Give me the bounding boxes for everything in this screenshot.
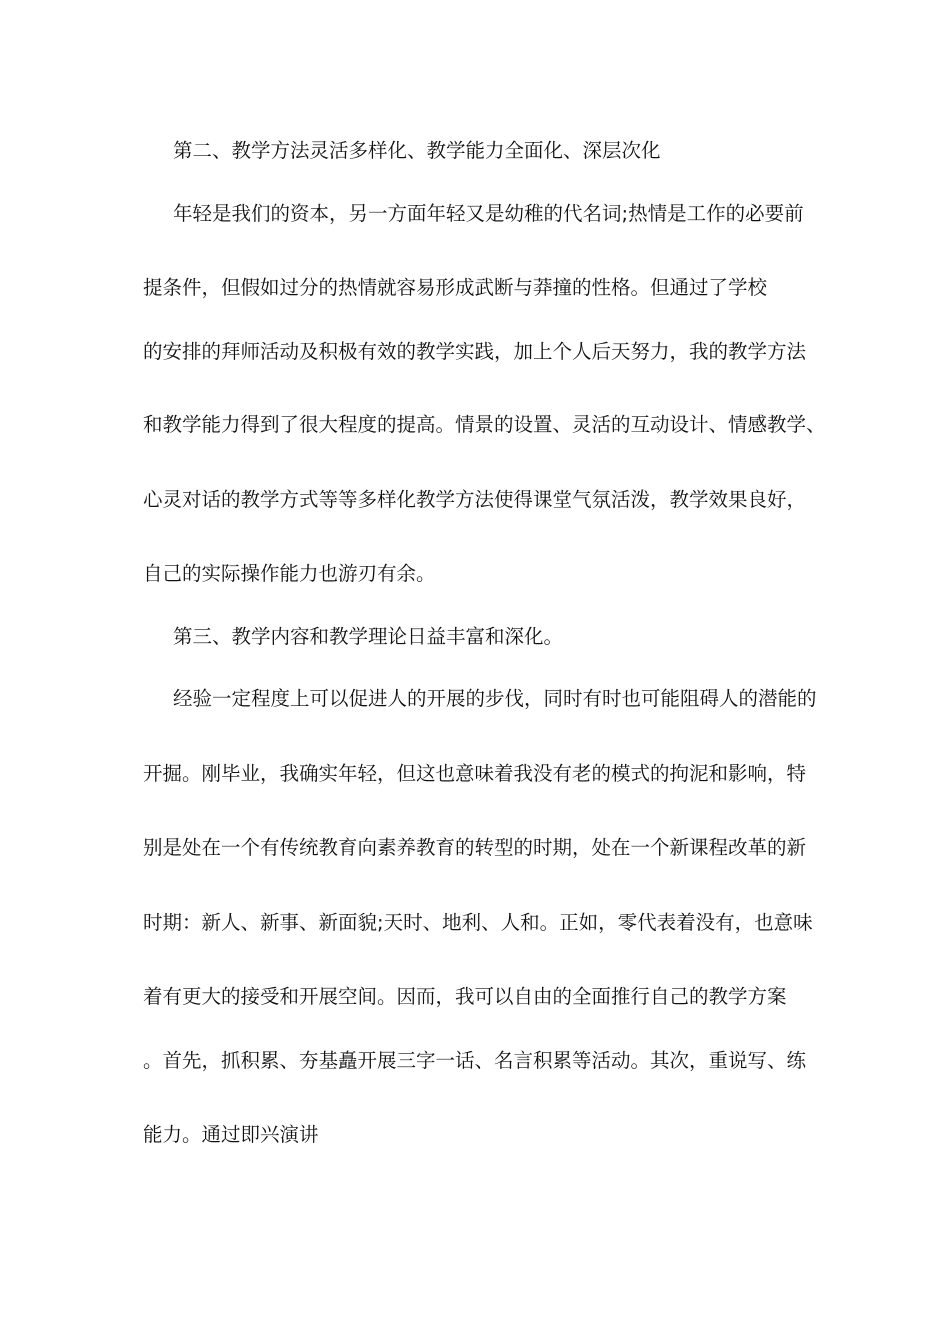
paragraph-line: 经验一定程度上可以促进人的开展的步伐，同时有时也可能阻碍人的潜能的 — [173, 687, 817, 710]
section-heading-3: 第三、教学内容和教学理论日益丰富和深化。 — [173, 625, 564, 648]
paragraph-line: 年轻是我们的资本，另一方面年轻又是幼稚的代名词;热情是工作的必要前 — [173, 202, 804, 225]
paragraph-line: 时期：新人、新事、新面貌;天时、地利、人和。正如，零代表着没有，也意味 — [143, 911, 813, 934]
paragraph-line: 别是处在一个有传统教育向素养教育的转型的时期，处在一个新课程改革的新 — [143, 836, 807, 859]
paragraph-line: 的安排的拜师活动及积极有效的教学实践，加上个人后天努力，我的教学方法 — [143, 340, 807, 363]
paragraph-line: 提条件，但假如过分的热情就容易形成武断与莽撞的性格。但通过了学校 — [143, 276, 768, 299]
paragraph-line: 开掘。刚毕业，我确实年轻，但这也意味着我没有老的模式的拘泥和影响，特 — [143, 762, 807, 785]
section-heading-2: 第二、教学方法灵活多样化、教学能力全面化、深层次化 — [173, 139, 661, 162]
paragraph-line: 。首先，抓积累、夯基矗开展三字一话、名言积累等活动。其次，重说写、练 — [143, 1049, 807, 1072]
paragraph-line: 和教学能力得到了很大程度的提高。情景的设置、灵活的互动设计、情感教学、 — [143, 413, 826, 436]
paragraph-line: 着有更大的接受和开展空间。因而，我可以自由的全面推行自己的教学方案 — [143, 985, 787, 1008]
paragraph-line: 自己的实际操作能力也游刃有余。 — [143, 562, 436, 585]
paragraph-line: 能力。通过即兴演讲 — [143, 1123, 319, 1146]
paragraph-line: 心灵对话的教学方式等等多样化教学方法使得课堂气氛活泼，教学效果良好， — [143, 488, 807, 511]
